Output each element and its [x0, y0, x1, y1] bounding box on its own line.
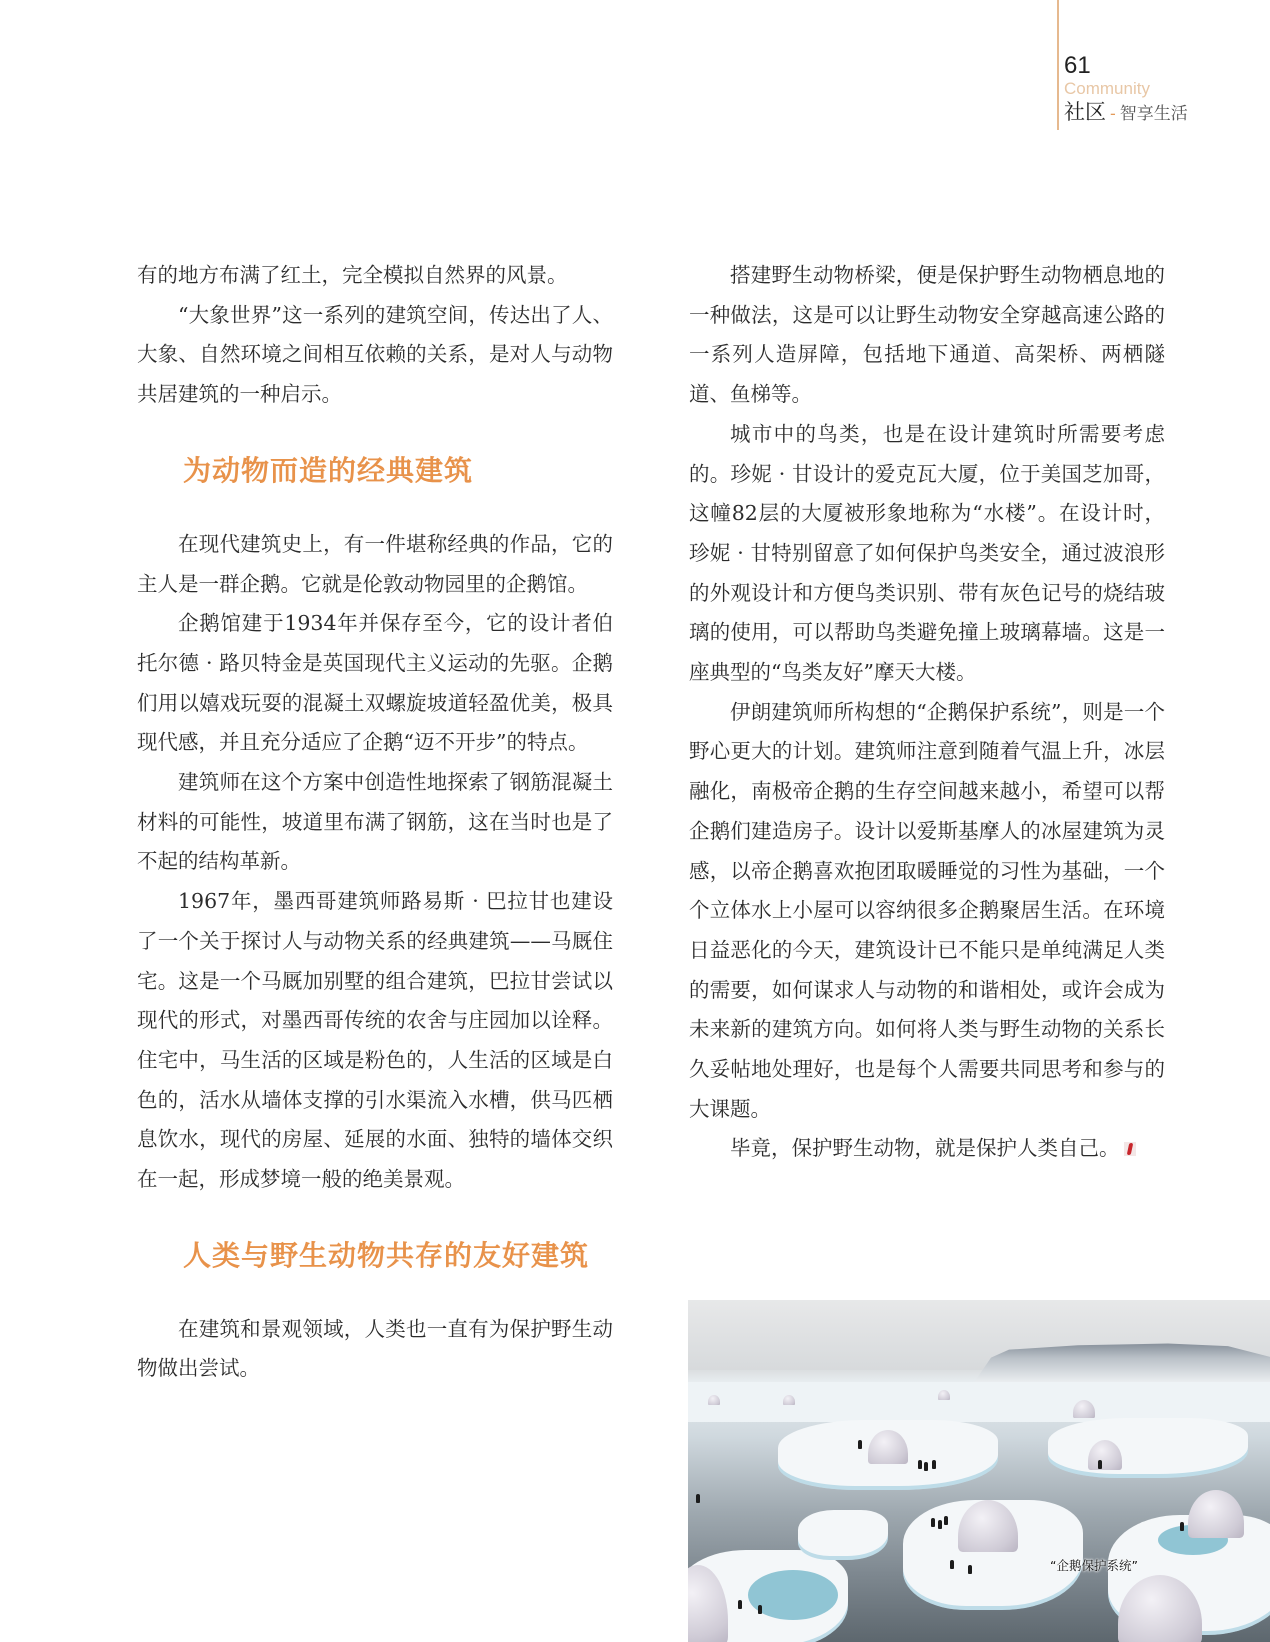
- penguin: [938, 1520, 942, 1529]
- right-text-column: [689, 256, 1165, 1169]
- closing-paragraph: [689, 1129, 1165, 1169]
- paragraph: 伊朗建筑师所构想的“企鹅保护系统”，则是一个野心更大的计划。建筑师注意到随着气温上升，冰层融化，南极帝企鹅的生存空间越来越小，希望可以帮企鹅们建造房子。设计以爱斯基摩人的冰屋建筑为灵感，以帝企鹅喜欢抱团取暖睡觉的习性为基础，一个个立体水上小屋可以容纳很多企鹅聚居生活。在环境日益恶化的今天，建筑设计已不能只是单纯满足人类的需要，如何谋求人与动物的和谐相处，或许会成为未来新的建筑方向。如何将人类与野生动物的关系长久妥帖地处理好，也是每个人需要共同思考和参与的大课题。: [689, 699, 1165, 1121]
- photo-caption: “企鹅保护系统”: [1050, 1558, 1138, 1573]
- section-english-label: Community: [1064, 79, 1150, 98]
- igloo: [1073, 1400, 1095, 1418]
- paragraph: “大象世界”这一系列的建筑空间，传达出了人、大象、自然环境之间相互依赖的关系，是对人与动物共居建筑的一种启示。: [137, 302, 613, 407]
- penguin: [944, 1516, 948, 1525]
- paragraph: 建筑师在这个方案中创造性地探索了钢筋混凝土材料的可能性，坡道里布满了钢筋，这在当时也是了不起的结构革新。: [137, 770, 613, 874]
- paragraph: 有的地方布满了红土，完全模拟自然界的风景。: [137, 263, 568, 287]
- paragraph: 企鹅馆建于1934年并保存至今，它的设计者伯托尔德 · 路贝特金是英国现代主义运动的先驱。企鹅们用以嬉戏玩耍的混凝土双螺旋坡道轻盈优美，极具现代感，并且充分适应了企鹅“迈不开步”的特点。: [137, 611, 613, 755]
- subsection-name: 智享生活: [1119, 104, 1188, 124]
- penguin: [918, 1460, 922, 1469]
- ice-floe: [798, 1510, 888, 1560]
- penguin: [758, 1605, 762, 1614]
- article-end-mark-icon: [1124, 1142, 1136, 1156]
- section-separator: -: [1110, 104, 1116, 123]
- section-title: [1064, 98, 1188, 128]
- ice-floe: [1048, 1418, 1248, 1478]
- paragraph: 在现代建筑史上，有一件堪称经典的作品，它的主人是一群企鹅。它就是伦敦动物园里的企鹅馆。: [137, 531, 613, 596]
- penguin: [738, 1600, 742, 1609]
- igloo: [783, 1395, 795, 1405]
- penguin-igloo-photo: [688, 1300, 1270, 1642]
- paragraph: 1967年，墨西哥建筑师路易斯 · 巴拉甘也建设了一个关于探讨人与动物关系的经典建筑——马厩住宅。这是一个马厩加别墅的组合建筑，巴拉甘尝试以现代的形式，对墨西哥传统的农舍与庄园加以诠释。住宅中，马生活的区域是粉色的，人生活的区域是白色的，活水从墙体支撑的引水渠流入水槽，供马匹栖息饮水，现代的房屋、延展的水面、独特的墙体交织在一起，形成梦境一般的绝美景观。: [137, 889, 613, 1192]
- penguin: [696, 1494, 700, 1503]
- penguin: [931, 1518, 935, 1527]
- penguin: [932, 1460, 936, 1469]
- paragraph: 城市中的鸟类，也是在设计建筑时所需要考虑的。珍妮 · 甘设计的爱克瓦大厦，位于美国芝加哥，这幢82层的大厦被形象地称为“水楼”。在设计时，珍妮 · 甘特别留意了如何保护鸟类安全，通过波浪形的外观设计和方便鸟类识别、带有灰色记号的烧结玻璃的使用，可以帮助鸟类避免撞上玻璃幕墙。这是一座典型的“鸟类友好”摩天大楼。: [689, 421, 1165, 685]
- left-text-column: [137, 256, 613, 1389]
- header-divider-rule: [1057, 0, 1059, 130]
- igloo: [708, 1395, 720, 1405]
- paragraph: 搭建野生动物桥梁，便是保护野生动物栖息地的一种做法，这是可以让野生动物安全穿越高速公路的一系列人造屏障，包括地下通道、高架桥、两栖隧道、鱼梯等。: [689, 263, 1165, 407]
- igloo: [1188, 1490, 1244, 1538]
- closing-text: 毕竟，保护野生动物，就是保护人类自己。: [730, 1136, 1120, 1161]
- section-heading-coexistence-architecture: 人类与野生动物共存的友好建筑: [183, 1238, 590, 1272]
- penguin: [858, 1440, 862, 1449]
- page-header: [1064, 52, 1188, 128]
- igloo: [938, 1390, 950, 1400]
- penguin: [950, 1560, 954, 1569]
- section-name: 社区: [1064, 100, 1106, 124]
- ice-field: [688, 1382, 1270, 1422]
- penguin: [1180, 1522, 1184, 1531]
- penguin: [1098, 1460, 1102, 1469]
- page-number: 61: [1064, 52, 1091, 79]
- section-heading-classic-architecture: 为动物而造的经典建筑: [183, 453, 474, 487]
- penguin: [924, 1462, 928, 1471]
- paragraph: 在建筑和景观领域，人类也一直有为保护野生动物做出尝试。: [137, 1316, 613, 1381]
- penguin: [968, 1565, 972, 1574]
